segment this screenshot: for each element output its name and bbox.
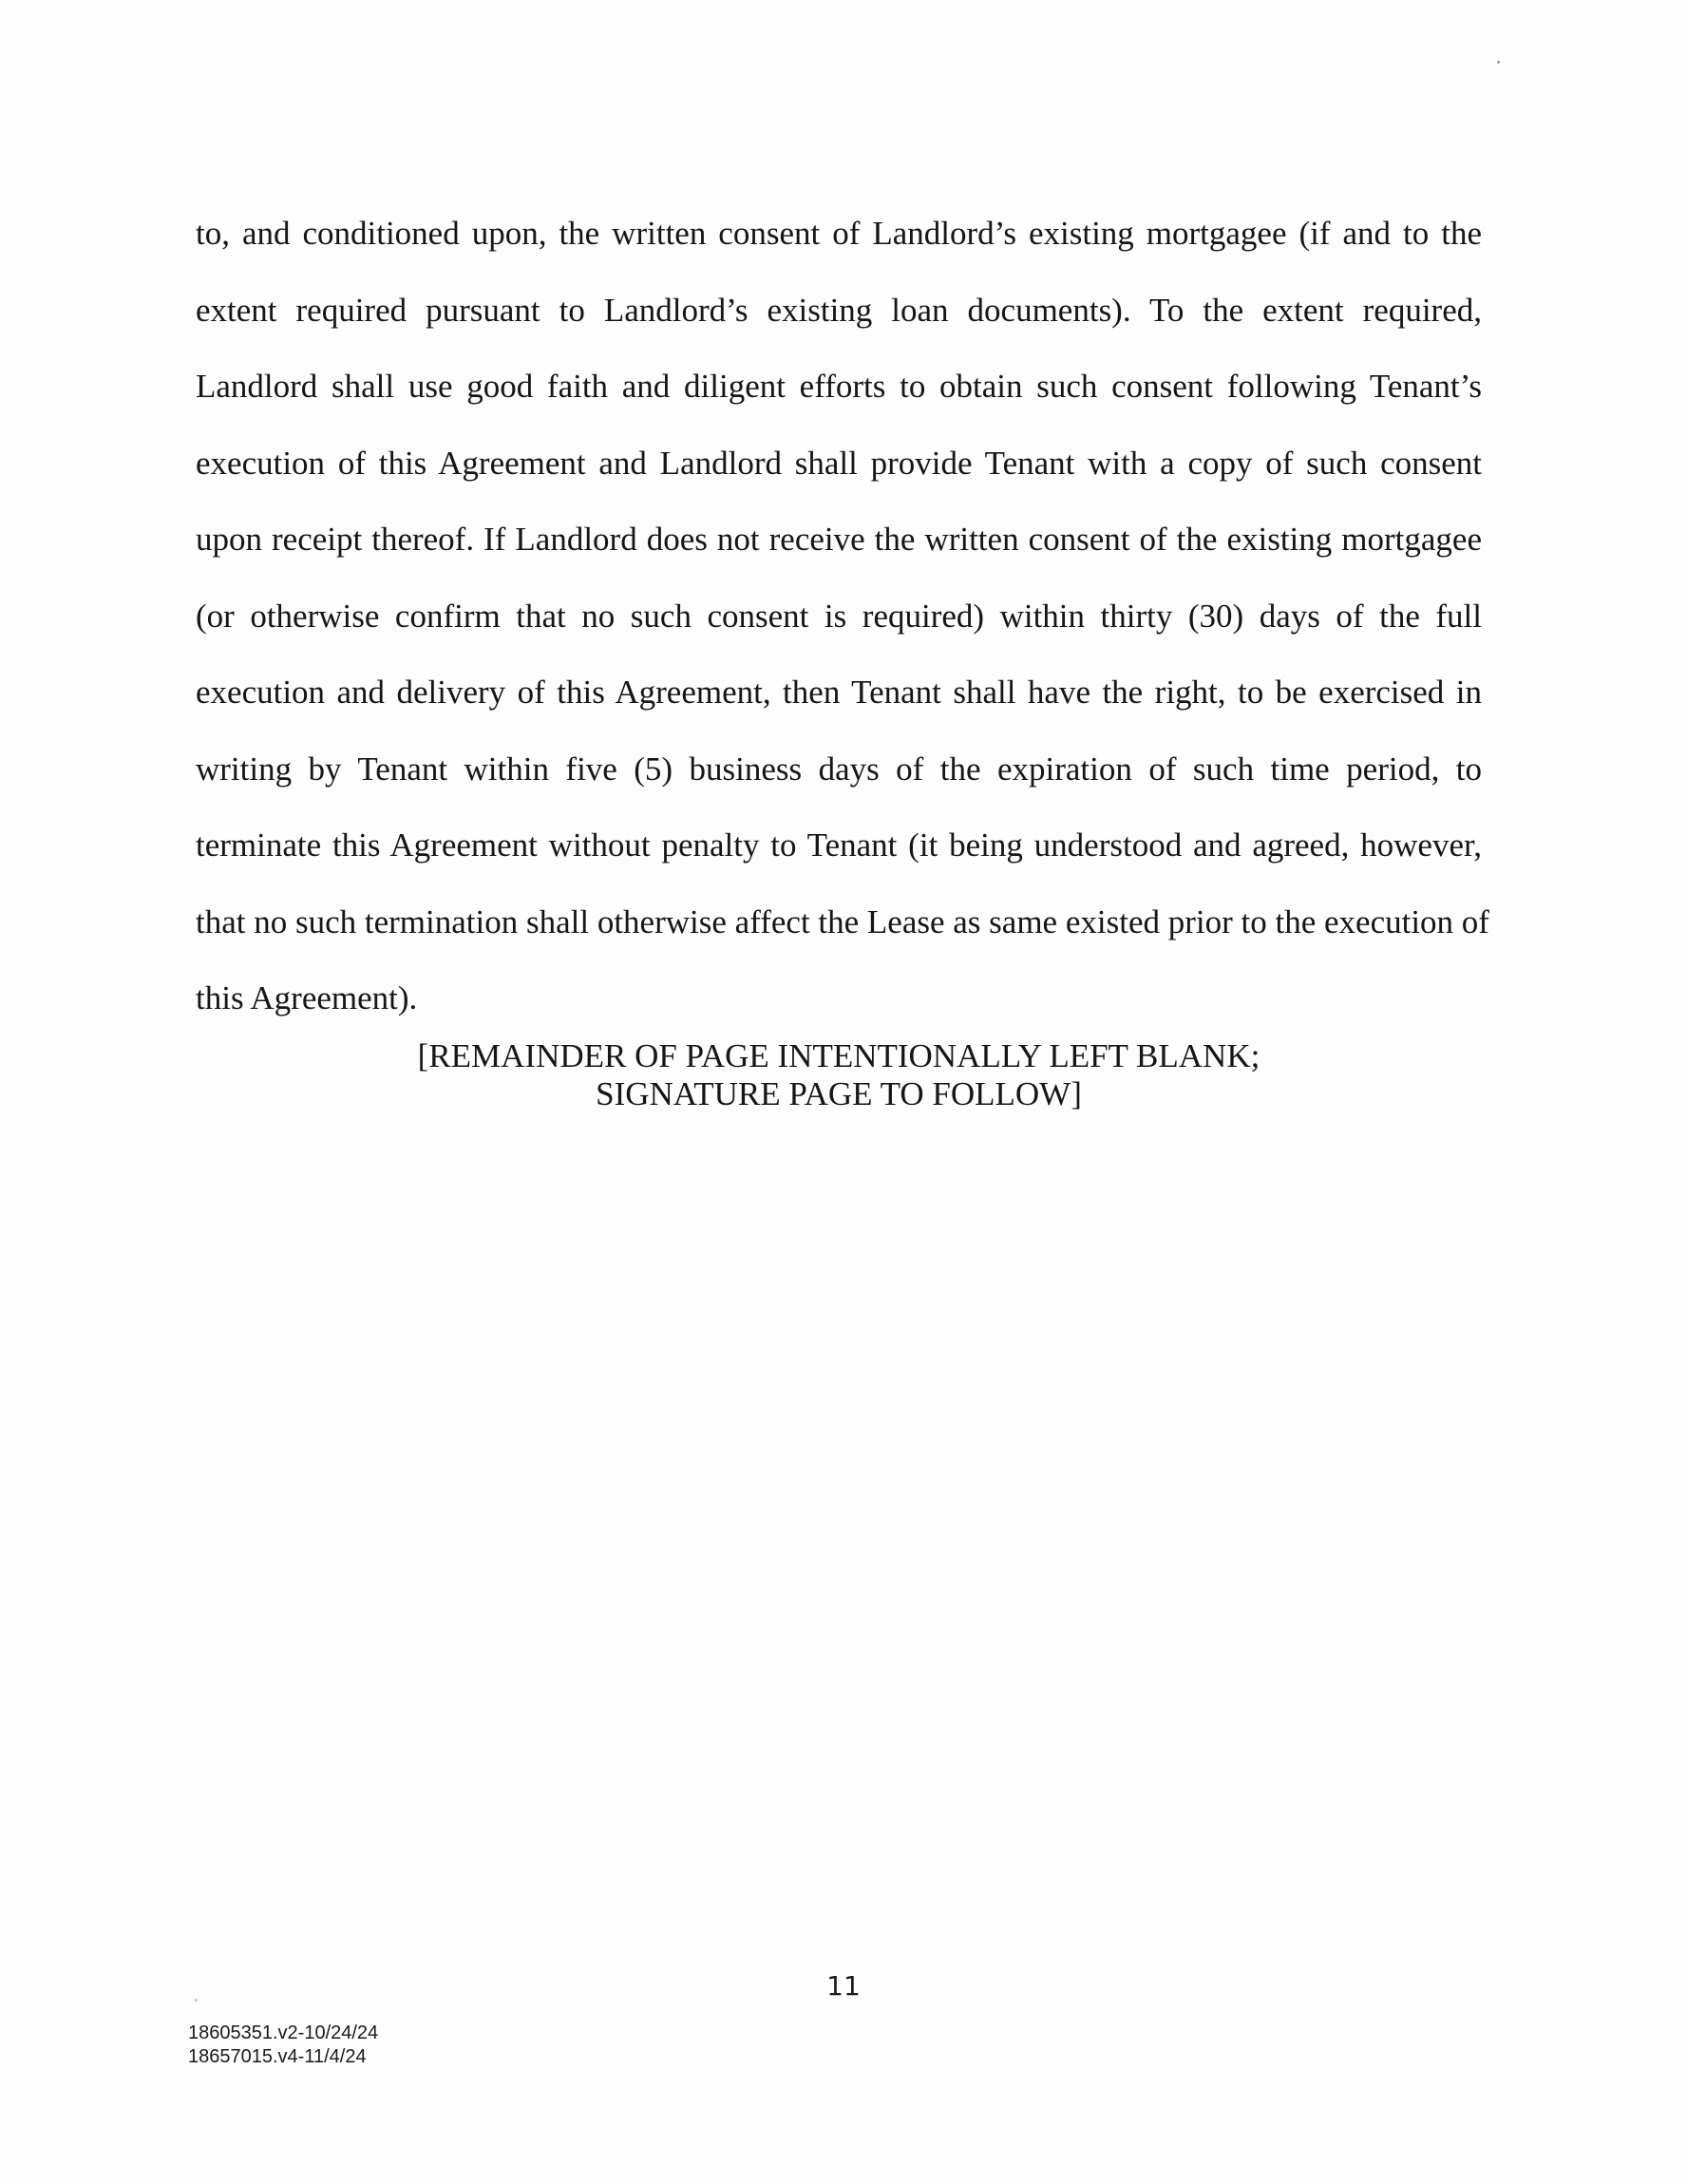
notice-line: SIGNATURE PAGE TO FOLLOW]	[596, 1075, 1082, 1112]
body-line: writing by Tenant within five (5) business days of the expiration of such time period, to	[196, 750, 1482, 788]
remainder-blank-notice	[196, 1037, 1482, 1113]
doc-id: 18657015.v4-11/4/24	[188, 2046, 367, 2067]
body-line: terminate this Agreement without penalty to Tenant (it being understood and agreed, however,	[196, 826, 1482, 864]
scan-speck	[1497, 61, 1500, 64]
body-paragraph	[196, 196, 1489, 1037]
document-identifiers	[188, 2022, 378, 2069]
body-line: upon receipt thereof. If Landlord does not receive the written consent of the existing mortgagee	[196, 521, 1482, 558]
body-line: (or otherwise confirm that no such consent is required) within thirty (30) days of the full	[196, 597, 1482, 635]
body-line: execution and delivery of this Agreement, then Tenant shall have the right, to be exercised in	[196, 674, 1482, 711]
notice-line: [REMAINDER OF PAGE INTENTIONALLY LEFT BLANK;	[417, 1037, 1261, 1074]
body-line: that no such termination shall otherwise affect the Lease as same existed prior to the execution of	[196, 902, 1489, 940]
body-line: to, and conditioned upon, the written consent of Landlord’s existing mortgagee (if and to the	[196, 215, 1482, 252]
scan-speck	[195, 1999, 198, 2002]
body-line: this Agreement).	[196, 979, 418, 1016]
body-line: execution of this Agreement and Landlord shall provide Tenant with a copy of such consent	[196, 444, 1482, 482]
page-number: 11	[826, 1970, 861, 2002]
body-line: Landlord shall use good faith and diligent efforts to obtain such consent following Tenant’s	[196, 368, 1482, 405]
body-line: extent required pursuant to Landlord’s existing loan documents). To the extent required,	[196, 291, 1482, 329]
doc-id: 18605351.v2-10/24/24	[188, 2023, 379, 2043]
